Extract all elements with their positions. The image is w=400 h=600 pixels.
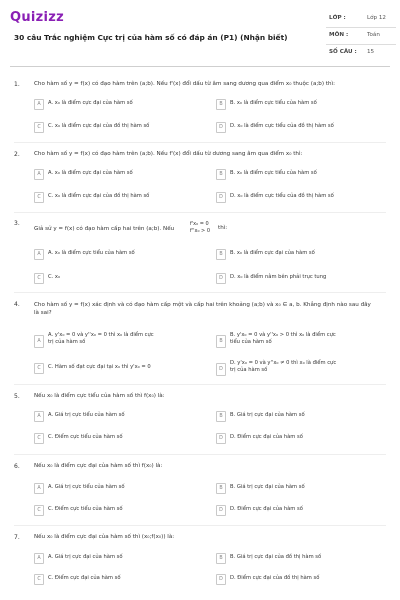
option-text: A. x₀ là điểm cực tiểu của hàm số (48, 250, 135, 256)
option-letter-box: A (34, 99, 44, 110)
condition-system (190, 221, 210, 235)
question-divider (14, 454, 386, 455)
option-letter-box: D (216, 192, 226, 203)
meta-value: 15 (367, 49, 375, 55)
option-text: D. Điểm cực đại của hàm số (230, 506, 303, 512)
question-divider (14, 384, 386, 385)
option-letter-box: B (216, 411, 226, 422)
option-text: B. Giá trị cực đại của hàm số (230, 484, 305, 490)
question-number: 3. (14, 220, 20, 227)
question-number: 6. (14, 463, 20, 470)
question-text: Nếu x₀ là điểm cực đại của hàm số thì f(x₀) là: (34, 463, 163, 469)
option-letter-box: C (34, 273, 44, 284)
option-letter-box: A (34, 335, 44, 348)
option-letter-box: B (216, 483, 226, 494)
question-text-end: thì: (218, 225, 228, 231)
option-text: A. y'x₀ = 0 và y''x₀ = 0 thì x₀ là điểm cực trị của hàm số (48, 332, 154, 345)
option-letter-box: A (34, 169, 44, 180)
option-letter-box: B (216, 335, 226, 348)
option-text: C. x₀ (48, 274, 61, 280)
option-text: D. y'x₀ = 0 và y''x₀ ≠ 0 thì x₀ là điểm cực trị của hàm số (230, 360, 337, 373)
option-text: C. Điểm cực đại của hàm số (48, 575, 121, 581)
option-text: A. Giá trị cực đại của hàm số (48, 554, 123, 560)
option-text: C. Điểm cực tiểu của hàm số (48, 434, 123, 440)
option-letter-box: D (216, 273, 226, 284)
question-text: Cho hàm số y = f(x) xác định và có đạo hàm cấp một và cấp hai trên khoảng (a;b) và x₀ ∈ a, b. Khẳng định nào sau đây là sai? (34, 302, 371, 316)
meta-value: Toán (367, 32, 380, 38)
option-letter-box: B (216, 99, 226, 110)
header-rule (10, 66, 390, 67)
question-number: 2. (14, 151, 20, 158)
condition-line-1: f'x₀ = 0 (190, 221, 209, 227)
option-letter-box: D (216, 505, 226, 516)
option-text: A. Giá trị cực tiểu của hàm số (48, 484, 125, 490)
question-number: 4. (14, 301, 20, 308)
option-text: B. x₀ là điểm cực tiểu của hàm số (230, 100, 317, 106)
option-text: B. Giá trị cực đại của đồ thị hàm số (230, 554, 322, 560)
meta-row-count (318, 44, 400, 61)
question-number: 7. (14, 534, 20, 541)
meta-value: Lớp 12 (367, 15, 386, 21)
option-letter-box: D (216, 122, 226, 133)
option-letter-box: C (34, 505, 44, 516)
meta-key: SỐ CÂU : (329, 49, 357, 55)
quizizz-logo: Quizizz (10, 10, 65, 25)
option-letter-box: A (34, 483, 44, 494)
option-text: C. Hàm số đạt cực đại tại x₀ thì y'x₀ = 0 (48, 364, 151, 370)
option-letter-box: B (216, 553, 226, 564)
meta-key: MÔN : (329, 32, 349, 38)
option-text: C. x₀ là điểm cực đại của đồ thị hàm số (48, 123, 150, 129)
worksheet-title: 30 câu Trắc nghiệm Cực trị của hàm số có đáp án (P1) (Nhận biết) (14, 33, 288, 42)
question-divider (14, 212, 386, 213)
option-letter-box: D (216, 363, 226, 376)
option-text: D. Điểm cực đại của hàm số (230, 434, 303, 440)
question-number: 1. (14, 81, 20, 88)
option-text: A. x₀ là điểm cực đại của hàm số (48, 100, 133, 106)
option-letter-box: D (216, 433, 226, 444)
meta-key: LỚP : (329, 15, 346, 21)
option-letter-box: C (34, 122, 44, 133)
option-text: B. Giá trị cực đại của hàm số (230, 412, 305, 418)
option-text: D. x₀ là điểm cực tiểu của đồ thị hàm số (230, 123, 334, 129)
option-letter-box: A (34, 249, 44, 260)
meta-row-class (318, 10, 400, 27)
option-letter-box: C (34, 574, 44, 585)
option-text: A. x₀ là điểm cực đại của hàm số (48, 170, 133, 176)
option-text: D. x₀ là điểm nằm bên phải trục tung (230, 274, 327, 280)
question-text: Nếu x₀ là điểm cực đại của hàm số thì (x₀;f(x₀)) là: (34, 534, 175, 540)
condition-line-2: f''x₀ > 0 (190, 228, 211, 234)
option-letter-box: C (34, 363, 44, 374)
option-letter-box: C (34, 433, 44, 444)
question-text: Nếu x₀ là điểm cực tiểu của hàm số thì f(x₀) là: (34, 393, 165, 399)
option-letter-box: A (34, 411, 44, 422)
option-text: C. Điểm cực tiểu của hàm số (48, 506, 123, 512)
meta-row-subject (318, 27, 400, 44)
question-text: Cho hàm số y = f(x) có đạo hàm trên (a;b). Nếu f'(x) đổi dấu từ âm sang dương qua điểm x₀ thuộc (a;b) thì: (34, 81, 335, 87)
option-letter-box: B (216, 249, 226, 260)
option-text: A. Giá trị cực tiểu của hàm số (48, 412, 125, 418)
question-text: Cho hàm số y = f(x) có đạo hàm trên (a;b). Nếu f'(x) đổi dấu từ dương sang âm qua điểm x₀ thì: (34, 151, 303, 157)
option-text: B. y'x₀ = 0 và y''x₀ > 0 thì x₀ là điểm cực tiểu của hàm số (230, 332, 336, 345)
option-text: B. x₀ là điểm cực tiểu của hàm số (230, 170, 317, 176)
option-letter-box: C (34, 192, 44, 203)
option-text: D. x₀ là điểm cực tiểu của đồ thị hàm số (230, 193, 334, 199)
question-number: 5. (14, 393, 20, 400)
question-divider (14, 525, 386, 526)
option-letter-box: A (34, 553, 44, 564)
question-text: Giả sử y = f(x) có đạo hàm cấp hai trên (a;b). Nếu (34, 226, 175, 232)
option-letter-box: B (216, 169, 226, 180)
question-divider (14, 292, 386, 293)
option-letter-box: D (216, 574, 226, 585)
question-divider (14, 142, 386, 143)
worksheet-header (0, 0, 400, 62)
option-text: D. Điểm cực đại của đồ thị hàm số (230, 575, 320, 581)
option-text: B. x₀ là điểm cực đại của hàm số (230, 250, 315, 256)
option-text: C. x₀ là điểm cực đại của đồ thị hàm số (48, 193, 150, 199)
